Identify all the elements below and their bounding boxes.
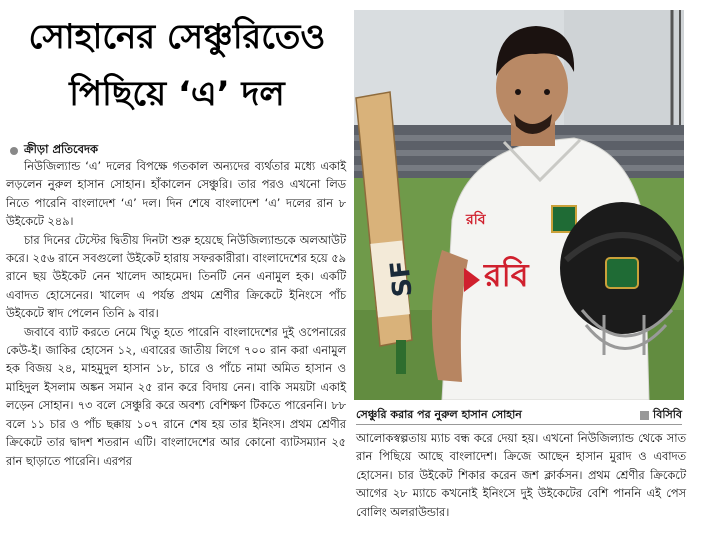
article-body-right <box>356 430 686 522</box>
chest-sponsor-small: রবি <box>466 212 486 228</box>
article-body-left <box>6 158 346 471</box>
paragraph-4: আলোকস্বল্পতায় ম্যাচ বন্ধ করে দেয়া হয়। এখনো নিউজিল্যান্ড থেকে সাত রান পিছিয়ে আছে বাংলাদেশ। ক্রিজে আছেন হাসান মুরাদ ও এবাদত হোসেন। চার উইকেট শিকার করেন জশ ক্লার্কসন। প্রথম শ্রেণীর ক্রিকেটে আগের ২৮ ম্যাচে কখনোই ইনিংসে দুই উইকেটের বেশি পাননি এই পেস বোলিং অলরাউন্ডার। <box>356 432 686 519</box>
paragraph-3: জবাবে ব্যাট করতে নেমে খিতু হতে পারেনি বাংলাদেশের দুই ওপেনারের কেউ-ই। জাকির হোসেন ১২, এবারের জাতীয় লিগে ৭০০ রান করা এনামুল হক বিজয় ২৪, মাহমুদুল হাসান ১৮, চারে ও পাঁচে নামা অমিত হাসান ও মাহিদুল ইসলাম অঙ্কন সমান ২৫ রান করে বিদায় নেন। বাকি সময়টা একাই লড়েন সোহান। ৭৩ বলে সেঞ্চুরি করে অবশ্য বেশিক্ষণ টিকতে পারেননি। ৮৮ বলে ১১ চার ও পাঁচ ছক্কায় ১০৭ রানে শেষ হয় তার ইনিংস। প্রথম শ্রেণীর ক্রিকেটে তার দ্বাদশ শতরান এটি। বাংলাদেশের আর কোনো ব্যাটসম্যান ২৫ রান ছাড়াতে পারেনি। এরপর <box>6 325 346 468</box>
caption-divider <box>356 424 682 425</box>
shirt-sponsor-large: রবি <box>484 256 529 294</box>
bullet-icon <box>10 147 18 155</box>
caption-text: সেঞ্চুরি করার পর নুরুল হাসান সোহান <box>356 408 522 421</box>
headline <box>6 8 348 122</box>
paragraph-1: নিউজিল্যান্ড ‘এ’ দলের বিপক্ষে গতকাল অন্যদের ব্যর্থতার মধ্যে একাই লড়লেন নুরুল হাসান সোহান। হাঁকালেন সেঞ্চুরি। তার পরও এখনো লিড নিতে পারেনি বাংলাদেশ ‘এ’ দল। দিন শেষে বাংলাদেশ ‘এ’ দলের রান ৮ উইকেটে ২৪৯। <box>6 160 346 229</box>
bat-label: SF <box>385 259 419 299</box>
byline-text: ক্রীড়া প্রতিবেদক <box>24 142 99 156</box>
credit-text: বিসিবি <box>653 408 682 421</box>
photo-caption <box>356 406 682 425</box>
headline-line-2: পিছিয়ে ‘এ’ দল <box>69 74 285 114</box>
headline-line-1: সোহানের সেঞ্চুরিতেও <box>28 17 326 57</box>
photo-credit <box>640 406 682 425</box>
credit-square-icon <box>640 411 649 420</box>
crest-icon <box>552 206 576 232</box>
cricketer-photo <box>354 10 684 400</box>
paragraph-2: চার দিনের টেস্টের দ্বিতীয় দিনটা শুরু হয়েছে নিউজিল্যান্ডকে অলআউট করে। ২৫৬ রানে সবগুলো উইকেট হারায় সফরকারীরা। বাংলাদেশের হয়ে ৫৯ রানে ছয় উইকেট নেন খালেদ আহমেদ। তিনটি নেন এনামুল হক। একটি এবাদত হোসেনের। খালেদ এ পর্যন্ত প্রথম শ্রেণীর ক্রিকেটে ইনিংসে পাঁচ উইকেটে স্বাদ পেলেন তিনি ৯ বার। <box>6 233 346 321</box>
